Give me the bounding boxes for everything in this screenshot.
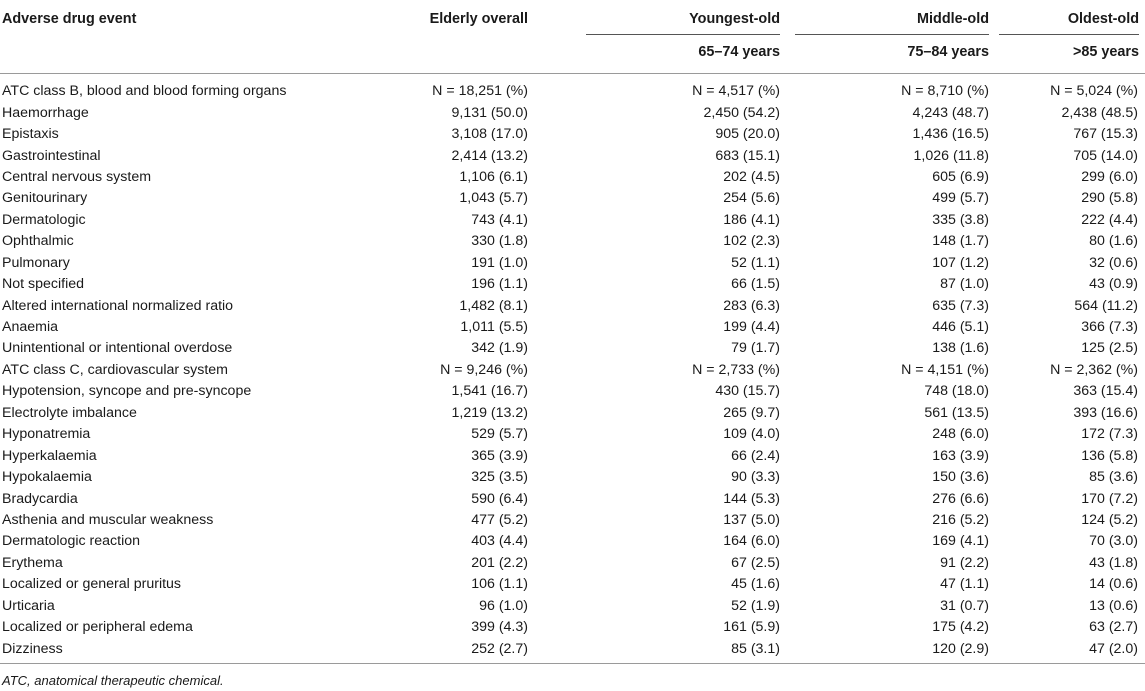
cell-elderly-overall: 330 (1.8): [471, 233, 528, 250]
cell-oldest-old: 63 (2.7): [1089, 619, 1138, 636]
table-row: [0, 638, 1145, 663]
cell-elderly-overall: 3,108 (17.0): [451, 126, 528, 143]
cell-adverse-event: Gastrointestinal: [2, 147, 101, 164]
cell-adverse-event: Localized or general pruritus: [2, 576, 182, 593]
cell-oldest-old: N = 2,362 (%): [1050, 361, 1138, 378]
cell-middle-old: 4,243 (48.7): [912, 104, 989, 121]
subheader-empty-2: [380, 42, 573, 74]
table-row: [0, 295, 1145, 316]
cell-middle-old: 91 (2.2): [940, 554, 989, 571]
subheader-middle-old-age: 75–84 years: [782, 42, 991, 74]
cell-youngest-old: 90 (3.3): [731, 469, 780, 486]
cell-adverse-event: Dermatologic: [2, 211, 86, 228]
table-row: [0, 145, 1145, 166]
table-row: [0, 124, 1145, 145]
cell-youngest-old: 186 (4.1): [723, 211, 780, 228]
header-row: [0, 0, 1145, 42]
table-row: [0, 617, 1145, 638]
cell-adverse-event: Dermatologic reaction: [2, 533, 140, 550]
cell-adverse-event: Haemorrhage: [2, 104, 89, 121]
cell-elderly-overall: 9,131 (50.0): [451, 104, 528, 121]
cell-youngest-old: 67 (2.5): [731, 554, 780, 571]
cell-youngest-old: 45 (1.6): [731, 576, 780, 593]
cell-oldest-old: 43 (0.9): [1089, 276, 1138, 293]
cell-elderly-overall: N = 9,246 (%): [440, 361, 528, 378]
cell-oldest-old: 393 (16.6): [1073, 404, 1138, 421]
cell-youngest-old: N = 2,733 (%): [692, 361, 780, 378]
cell-adverse-event: Hypokalaemia: [2, 469, 92, 486]
cell-elderly-overall: 196 (1.1): [471, 276, 528, 293]
cell-youngest-old: 137 (5.0): [723, 511, 780, 528]
table-row: [0, 188, 1145, 209]
table-row: [0, 274, 1145, 295]
cell-oldest-old: 2,438 (48.5): [1061, 104, 1138, 121]
cell-youngest-old: 202 (4.5): [723, 168, 780, 185]
cell-youngest-old: 283 (6.3): [723, 297, 780, 314]
cell-middle-old: 31 (0.7): [940, 597, 989, 614]
cell-oldest-old: 32 (0.6): [1089, 254, 1138, 271]
cell-youngest-old: 430 (15.7): [715, 383, 780, 400]
cell-elderly-overall: 201 (2.2): [471, 554, 528, 571]
cell-middle-old: 169 (4.1): [932, 533, 989, 550]
cell-elderly-overall: 403 (4.4): [471, 533, 528, 550]
cell-oldest-old: 299 (6.0): [1081, 168, 1138, 185]
cell-adverse-event: ATC class C, cardiovascular system: [2, 361, 229, 378]
cell-elderly-overall: 96 (1.0): [479, 597, 528, 614]
cell-middle-old: 216 (5.2): [932, 511, 989, 528]
cell-elderly-overall: 2,414 (13.2): [451, 147, 528, 164]
cell-elderly-overall: 743 (4.1): [471, 211, 528, 228]
table-row: [0, 231, 1145, 252]
table-row: [0, 488, 1145, 509]
cell-youngest-old: 66 (2.4): [731, 447, 780, 464]
cell-oldest-old: 136 (5.8): [1081, 447, 1138, 464]
table-footnote: ATC, anatomical therapeutic chemical.: [2, 673, 224, 688]
cell-youngest-old: 52 (1.1): [731, 254, 780, 271]
cell-elderly-overall: 590 (6.4): [471, 490, 528, 507]
table-row: [0, 381, 1145, 402]
cell-adverse-event: ATC class B, blood and blood forming organs: [2, 83, 287, 100]
cell-elderly-overall: 477 (5.2): [471, 511, 528, 528]
header-elderly-overall: Elderly overall: [429, 11, 528, 27]
cell-middle-old: 605 (6.9): [932, 168, 989, 185]
table-row: [0, 596, 1145, 617]
cell-middle-old: N = 8,710 (%): [901, 83, 989, 100]
cell-adverse-event: Epistaxis: [2, 126, 59, 143]
table-row: [0, 102, 1145, 123]
cell-adverse-event: Erythema: [2, 554, 63, 571]
cell-adverse-event: Hyperkalaemia: [2, 447, 97, 464]
cell-elderly-overall: 191 (1.0): [471, 254, 528, 271]
cell-youngest-old: 79 (1.7): [731, 340, 780, 357]
subheader-empty-1: [0, 42, 380, 74]
cell-youngest-old: 905 (20.0): [715, 126, 780, 143]
cell-elderly-overall: N = 18,251 (%): [432, 83, 528, 100]
cell-elderly-overall: 1,106 (6.1): [459, 168, 528, 185]
cell-oldest-old: 172 (7.3): [1081, 426, 1138, 443]
cell-middle-old: 248 (6.0): [932, 426, 989, 443]
cell-adverse-event: Altered international normalized ratio: [2, 297, 234, 314]
table-row: [0, 403, 1145, 424]
subheader-youngest-old-age: 65–74 years: [573, 42, 782, 74]
cell-youngest-old: 199 (4.4): [723, 319, 780, 336]
cell-middle-old: 163 (3.9): [932, 447, 989, 464]
cell-oldest-old: 85 (3.6): [1089, 469, 1138, 486]
table-row: [0, 574, 1145, 595]
cell-middle-old: 335 (3.8): [932, 211, 989, 228]
cell-middle-old: 635 (7.3): [932, 297, 989, 314]
cell-middle-old: 175 (4.2): [932, 619, 989, 636]
cell-elderly-overall: 1,482 (8.1): [459, 297, 528, 314]
cell-elderly-overall: 106 (1.1): [471, 576, 528, 593]
cell-adverse-event: Electrolyte imbalance: [2, 404, 137, 421]
cell-adverse-event: Anaemia: [2, 319, 58, 336]
cell-adverse-event: Asthenia and muscular weakness: [2, 511, 214, 528]
cell-elderly-overall: 1,541 (16.7): [451, 383, 528, 400]
cell-elderly-overall: 325 (3.5): [471, 469, 528, 486]
cell-middle-old: 107 (1.2): [932, 254, 989, 271]
cell-elderly-overall: 1,043 (5.7): [459, 190, 528, 207]
cell-adverse-event: Pulmonary: [2, 254, 70, 271]
cell-youngest-old: 164 (6.0): [723, 533, 780, 550]
cell-middle-old: 1,436 (16.5): [912, 126, 989, 143]
table-row: [0, 360, 1145, 381]
table-row: [0, 253, 1145, 274]
header-youngest-old-label: Youngest-old: [586, 11, 780, 35]
cell-oldest-old: 290 (5.8): [1081, 190, 1138, 207]
header-youngest-old: [573, 0, 782, 42]
table-body: [0, 74, 1145, 664]
cell-elderly-overall: 365 (3.9): [471, 447, 528, 464]
cell-oldest-old: 80 (1.6): [1089, 233, 1138, 250]
header-middle-old-label: Middle-old: [795, 11, 989, 35]
cell-middle-old: 47 (1.1): [940, 576, 989, 593]
cell-middle-old: 87 (1.0): [940, 276, 989, 293]
cell-oldest-old: 767 (15.3): [1073, 126, 1138, 143]
cell-middle-old: 1,026 (11.8): [913, 147, 989, 164]
cell-elderly-overall: 1,011 (5.5): [460, 319, 528, 336]
table-row: [0, 167, 1145, 188]
cell-oldest-old: 13 (0.6): [1089, 597, 1138, 614]
cell-adverse-event: Bradycardia: [2, 490, 78, 507]
cell-youngest-old: 102 (2.3): [723, 233, 780, 250]
cell-adverse-event: Not specified: [2, 276, 85, 293]
cell-youngest-old: 66 (1.5): [731, 276, 780, 293]
cell-adverse-event: Genitourinary: [2, 190, 88, 207]
cell-oldest-old: 222 (4.4): [1081, 211, 1138, 228]
cell-oldest-old: 366 (7.3): [1081, 319, 1138, 336]
table-row: [0, 553, 1145, 574]
cell-oldest-old: N = 5,024 (%): [1050, 83, 1138, 100]
cell-middle-old: 499 (5.7): [932, 190, 989, 207]
cell-oldest-old: 363 (15.4): [1073, 383, 1138, 400]
table-row: [0, 510, 1145, 531]
cell-youngest-old: 254 (5.6): [723, 190, 780, 207]
cell-adverse-event: Dizziness: [0, 638, 380, 663]
cell-youngest-old: 683 (15.1): [715, 147, 780, 164]
cell-adverse-event: Localized or peripheral edema: [2, 619, 193, 636]
cell-elderly-overall: 342 (1.9): [471, 340, 528, 357]
table-row: [0, 338, 1145, 359]
cell-oldest-old: 47 (2.0): [991, 638, 1145, 663]
cell-elderly-overall: 529 (5.7): [471, 426, 528, 443]
cell-middle-old: 748 (18.0): [924, 383, 989, 400]
subheader-row: [0, 42, 1145, 74]
cell-elderly-overall: 399 (4.3): [471, 619, 528, 636]
cell-oldest-old: 564 (11.2): [1074, 297, 1138, 314]
cell-adverse-event: Central nervous system: [2, 168, 152, 185]
table-row: [0, 467, 1145, 488]
cell-middle-old: 276 (6.6): [932, 490, 989, 507]
cell-middle-old: 148 (1.7): [932, 233, 989, 250]
cell-oldest-old: 43 (1.8): [1089, 554, 1138, 571]
cell-elderly-overall: 1,219 (13.2): [451, 404, 528, 421]
cell-oldest-old: 124 (5.2): [1081, 511, 1138, 528]
table-row: [0, 445, 1145, 466]
cell-adverse-event: Ophthalmic: [2, 233, 74, 250]
table-row: [0, 317, 1145, 338]
subheader-oldest-old-age: >85 years: [991, 42, 1145, 74]
cell-adverse-event: Urticaria: [2, 597, 55, 614]
cell-oldest-old: 125 (2.5): [1081, 340, 1138, 357]
cell-adverse-event: Hypotension, syncope and pre-syncope: [2, 383, 252, 400]
cell-middle-old: 138 (1.6): [932, 340, 989, 357]
cell-adverse-event: Unintentional or intentional overdose: [2, 340, 233, 357]
cell-youngest-old: 52 (1.9): [731, 597, 780, 614]
cell-youngest-old: 144 (5.3): [723, 490, 780, 507]
header-oldest-old: [991, 0, 1145, 42]
cell-oldest-old: 705 (14.0): [1073, 147, 1138, 164]
header-oldest-old-label: Oldest-old: [999, 11, 1139, 35]
header-adverse-drug-event: Adverse drug event: [2, 11, 137, 27]
cell-oldest-old: 170 (7.2): [1081, 490, 1138, 507]
cell-oldest-old: 70 (3.0): [1089, 533, 1138, 550]
cell-adverse-event: Hyponatremia: [2, 426, 91, 443]
cell-middle-old: 120 (2.9): [782, 638, 991, 663]
header-middle-old: [782, 0, 991, 42]
cell-youngest-old: 265 (9.7): [723, 404, 780, 421]
cell-oldest-old: 14 (0.6): [1089, 576, 1138, 593]
table-row: [0, 74, 1145, 103]
cell-middle-old: 561 (13.5): [924, 404, 989, 421]
cell-youngest-old: 161 (5.9): [723, 619, 780, 636]
cell-youngest-old: 85 (3.1): [573, 638, 782, 663]
cell-middle-old: 150 (3.6): [932, 469, 989, 486]
table-row: [0, 210, 1145, 231]
cell-middle-old: 446 (5.1): [932, 319, 989, 336]
table-row: [0, 424, 1145, 445]
table-row: [0, 531, 1145, 552]
cell-youngest-old: 2,450 (54.2): [703, 104, 780, 121]
cell-youngest-old: N = 4,517 (%): [692, 83, 780, 100]
cell-youngest-old: 109 (4.0): [723, 426, 780, 443]
cell-elderly-overall: 252 (2.7): [380, 638, 573, 663]
cell-middle-old: N = 4,151 (%): [901, 361, 989, 378]
